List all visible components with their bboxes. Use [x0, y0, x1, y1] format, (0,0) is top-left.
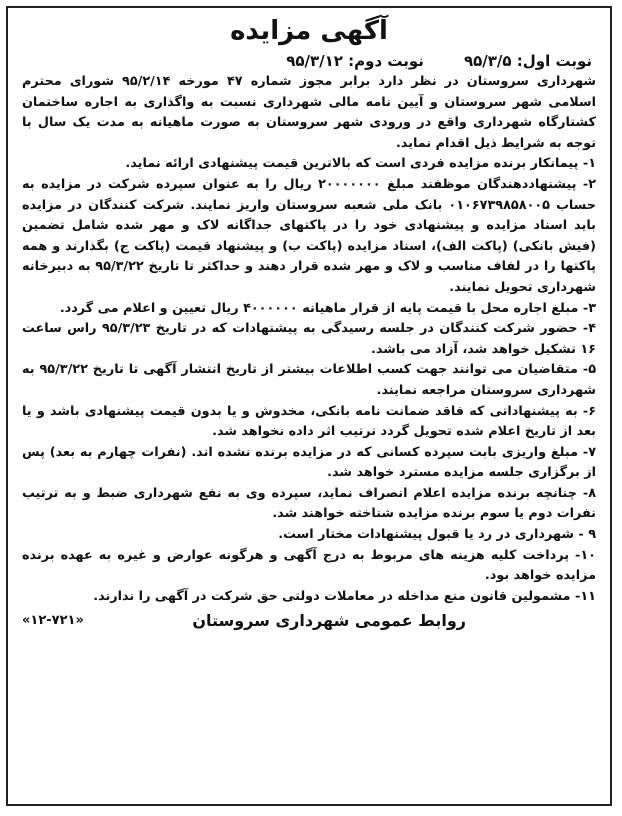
ad-body: [22, 72, 596, 607]
ad-frame: [6, 6, 612, 806]
condition-item-1: ۱- پیمانکار برنده مزایده فردی است که بالاترین قیمت پیشنهادی ارائه نماید.: [125, 156, 596, 172]
condition-item-7: ۷- مبلغ واریزی بابت سپرده کسانی که در مزایده برنده نشده اند. (نفرات چهارم به بعد) پس از برگزاری جلسه مزایده مسترد خواهد شد.: [22, 444, 596, 481]
condition-item-10: ۱۰- پرداخت کلیه هزینه های مربوط به درج آگهی و هرگونه عوارض و غیره به عهده برنده مزایده خواهد بود.: [22, 547, 596, 584]
ad-code: «۱۲-۷۲۱»: [22, 613, 84, 629]
ad-title: آگهی مزایده: [230, 16, 388, 46]
condition-item-9: ۹ - شهرداری در رد یا قبول پیشنهادات مختار است.: [278, 527, 596, 543]
condition-item-11: ۱۱- مشمولین قانون منع مداخله در معاملات دولتی حق شرکت در آگهی را ندارند.: [93, 588, 596, 604]
second-publication-date: نوبت دوم: ۹۵/۳/۱۲: [286, 52, 424, 70]
signature: روابط عمومی شهرداری سروستان: [192, 611, 466, 631]
condition-item-2: ۲- پیشنهاددهندگان موظفند مبلغ ۲۰۰۰۰۰۰۰ ریال را به عنوان سپرده شرکت در مزایده به حساب ۰۱۰۶۷۳۹۸۵۸۰۰۵ بانک ملی شعبه سروستان واریز نمایند. شرکت کنندگان در مزایده باید اسناد مزایده و پیشنهادی خود را در پاکتهای جداگانه لاک و مهر شده شامل تضمین (فیش بانکی) (پاکت الف)، اسناد مزایده (پاکت ب) و پیشنهاد قیمت (پاکت ج) بگذارند و همه پاکتها را در لفاف مناسب و لاک و مهر شده قرار دهند و حداکثر تا تاریخ ۹۵/۳/۲۲ به دبیرخانه شهرداری تحویل نمایند.: [22, 176, 596, 295]
condition-item-6: ۶- به پیشنهاداتی که فاقد ضمانت نامه بانکی، مخدوش و یا بدون قیمت پیشنهادی باشد و یا بعد از تاریخ اعلام شده تحویل گردد ترتیب اثر داده نخواهد شد.: [22, 403, 596, 440]
intro-paragraph: شهرداری سروستان در نظر دارد برابر مجوز شماره ۴۷ مورخه ۹۵/۲/۱۴ شورای محترم اسلامی شهر سروستان و آیین نامه مالی شهرداری نسبت به واگذاری به اجاره ساختمان کشتارگاه شهرداری واقع در ورودی شهر سروستان به صورت ماهیانه به مدت یک سال با توجه به شرایط ذیل اقدام نماید.: [22, 74, 596, 151]
condition-item-8: ۸- چنانچه برنده مزایده اعلام انصراف نماید، سپرده وی به نفع شهرداری ضبط و به ترتیب نفرات دوم یا سوم برنده مزایده شناخته خواهند شد.: [22, 485, 596, 522]
ad-footer: [22, 611, 596, 630]
publication-dates: [22, 50, 596, 72]
first-publication-date: نوبت اول: ۹۵/۳/۵: [463, 52, 592, 70]
condition-item-5: ۵- متقاضیان می توانند جهت کسب اطلاعات بیشتر از تاریخ انتشار آگهی تا تاریخ ۹۵/۳/۲۲ به شهرداری سروستان مراجعه نمایند.: [22, 362, 596, 398]
condition-item-3: ۳- مبلغ اجاره محل با قیمت پایه از قرار ماهیانه ۴۰۰۰۰۰۰ ریال تعیین و اعلام می گردد.: [59, 300, 596, 316]
condition-item-4: ۴- حضور شرکت کنندگان در جلسه رسیدگی به پیشنهادات که در تاریخ ۹۵/۳/۲۳ راس ساعت ۱۶ تشکیل خواهد شد، آزاد می باشد.: [22, 321, 596, 357]
